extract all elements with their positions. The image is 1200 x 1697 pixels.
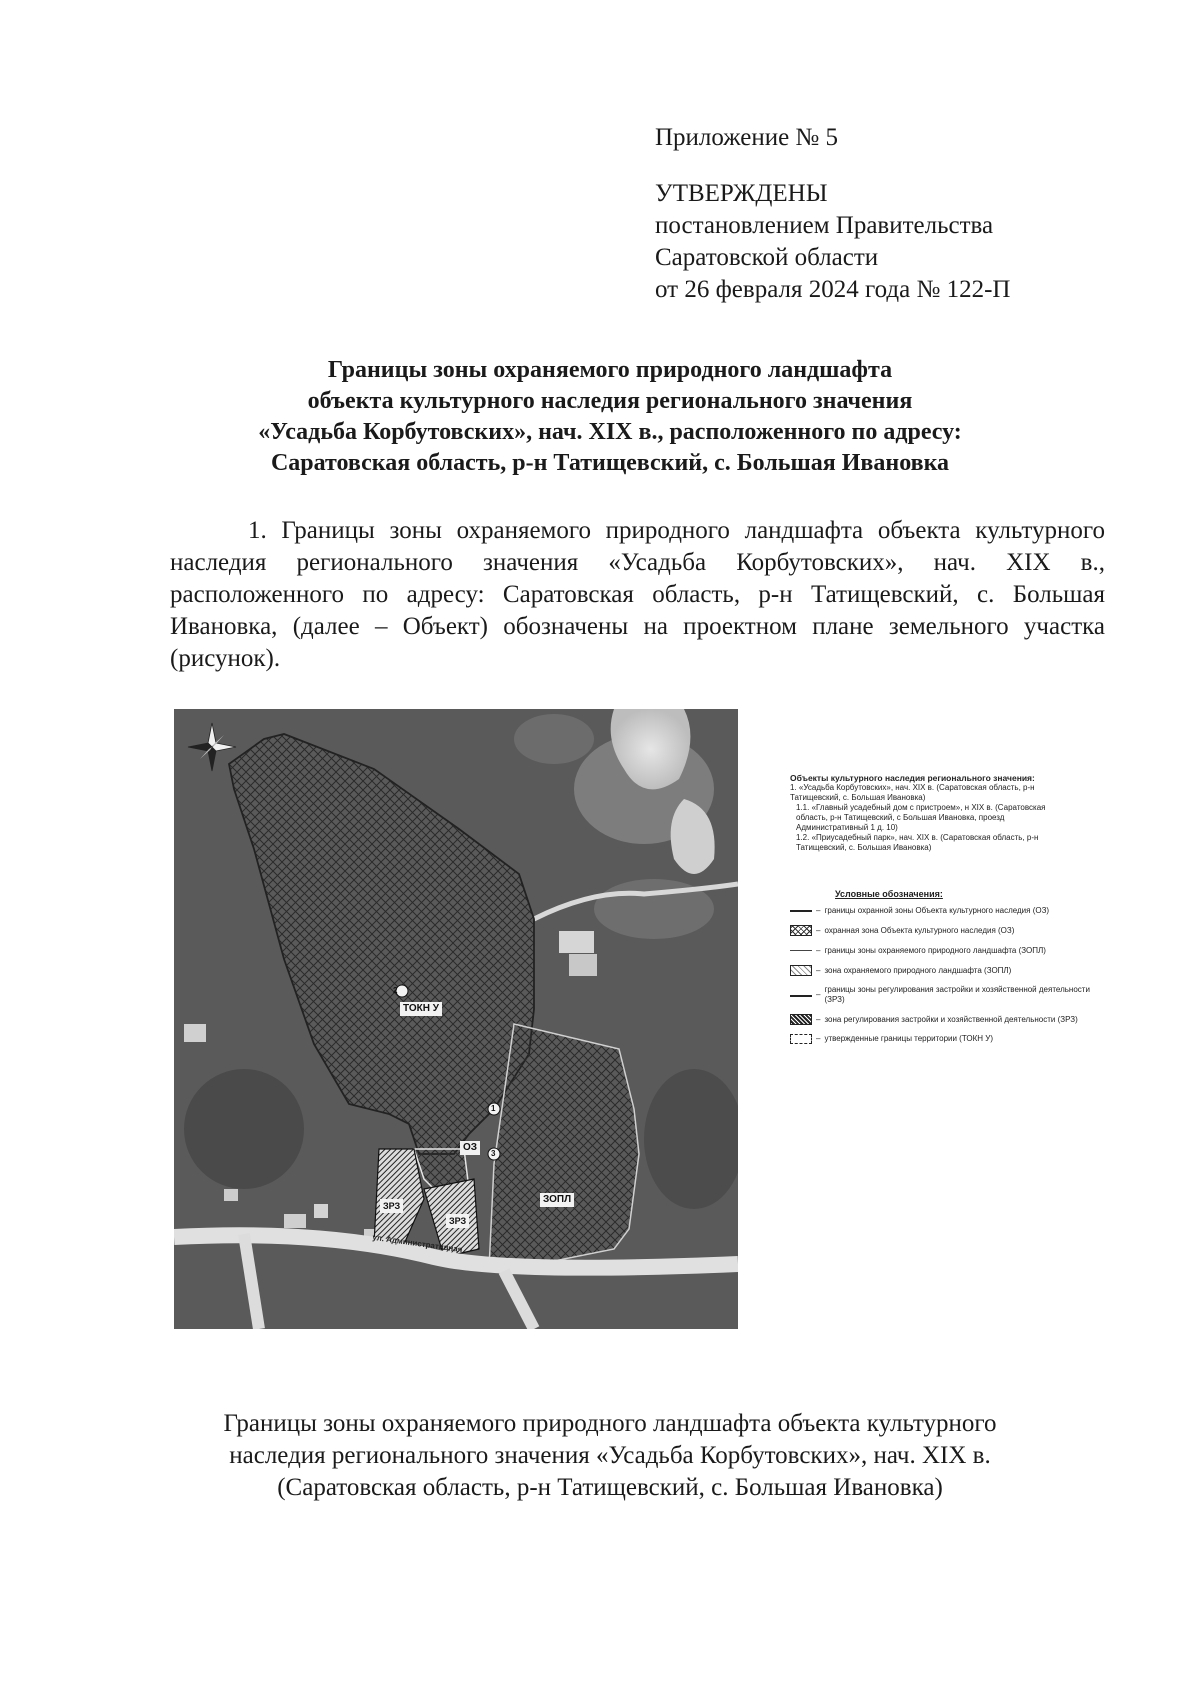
building (184, 1024, 206, 1042)
approval-block (655, 122, 1010, 306)
bracket-symbol (790, 1034, 812, 1044)
caption-line-3: (Саратовская область, р-н Татищевский, с. Большая Ивановка) (277, 1474, 943, 1501)
building (224, 1189, 238, 1201)
approved-line-2: Саратовской области (655, 244, 879, 271)
light-hatch-symbol (790, 965, 812, 976)
legend-object-1-1: 1.1. «Главный усадебный дом с пристроем», н XIX в. (Саратовская область, р-н Татищевский, с Большая Ивановка, проезд Административный 1 д. 10) (796, 803, 1046, 832)
solid-line-symbol (790, 990, 812, 1001)
legend-row-oz-zone: – охранная зона Объекта культурного наследия (ОЗ) (790, 925, 1090, 936)
legend-object-1-2: 1.2. «Приусадебный парк», нач. XIX в. (Саратовская область, р-н Татищевский, с. Большая Ивановка) (796, 833, 1039, 852)
approved-heading: УТВЕРЖДЕНЫ (655, 180, 828, 207)
appendix-number: Приложение № 5 (655, 124, 839, 151)
title-line-3: «Усадьба Корбутовских», нач. XIX в., расположенного по адресу: (258, 419, 962, 445)
approved-line-1: постановлением Правительства (655, 212, 994, 239)
map-legend (790, 773, 1090, 1053)
zrz-label-1: ЗРЗ (380, 1199, 403, 1213)
zrz-label-2: ЗРЗ (446, 1214, 469, 1228)
solid-line-symbol (790, 905, 812, 916)
crosshatch-symbol (790, 925, 812, 936)
marker-2: 2 (393, 986, 398, 995)
figure-caption (120, 1408, 1100, 1504)
legend-object-1: 1. «Усадьба Корбутовских», нач. XIX в. (Саратовская область, р-н Татищевский, с. Большая Ивановка) (790, 783, 1035, 802)
legend-row-zrz-boundary: – границы зоны регулирования застройки и хозяйственной деятельности (ЗРЗ) (790, 985, 1090, 1005)
approved-line-3: от 26 февраля 2024 года № 122-П (655, 276, 1011, 303)
legend-row-zrz-zone: – зона регулирования застройки и хозяйственной деятельности (ЗРЗ) (790, 1014, 1090, 1025)
body-paragraph: 1. Границы зоны охраняемого природного ландшафта объекта культурного наследия регионального значения «Усадьба Корбутовских», нач. XIX в., расположенного по адресу: Саратовская область, р-н Татищевский, с. Большая Ивановка, (далее – Объект) обозначены на проектном плане земельного участка (рисунок). (170, 517, 1105, 672)
thin-line-symbol (790, 945, 812, 956)
legend-row-oz-boundary: – границы охранной зоны Объекта культурного наследия (ОЗ) (790, 905, 1090, 916)
zopl-zone (489, 1024, 639, 1269)
document-title (120, 355, 1100, 479)
title-line-4: Саратовская область, р-н Татищевский, с. Большая Ивановка (270, 450, 950, 476)
tokn-u-label: ТОКН У (400, 1002, 442, 1016)
title-line-2: объекта культурного наследия регионального значения (307, 388, 913, 414)
caption-line-1: Границы зоны охраняемого природного ландшафта объекта культурного (223, 1410, 997, 1437)
building (569, 954, 597, 976)
caption-line-2: наследия регионального значения «Усадьба Корбутовских», нач. XIX в. (229, 1442, 991, 1469)
legend-heading: Объекты культурного наследия регионального значения: (790, 773, 1035, 783)
legend-row-zopl-zone: – зона охраняемого природного ландшафта (ЗОПЛ) (790, 965, 1090, 976)
street-label: ул. Административная (371, 1232, 463, 1255)
title-line-1: Границы зоны охраняемого природного ландшафта (327, 357, 893, 383)
building (559, 931, 594, 953)
zopl-label: ЗОПЛ (540, 1193, 574, 1207)
dense-hatch-symbol (790, 1014, 812, 1025)
map-drawing (174, 709, 738, 1329)
legend-row-tokn: – утвержденные границы территории (ТОКН У) (790, 1034, 1090, 1044)
marker-1: 1 (491, 1104, 496, 1113)
legend-row-zopl-boundary: – границы зоны охраняемого природного ландшафта (ЗОПЛ) (790, 945, 1090, 956)
marker-3: 3 (491, 1149, 496, 1158)
site-plan-map (174, 709, 738, 1329)
oz-label: ОЗ (460, 1141, 480, 1155)
conventions-title: Условные обозначения: (835, 889, 943, 899)
building (284, 1214, 306, 1228)
building (314, 1204, 328, 1218)
